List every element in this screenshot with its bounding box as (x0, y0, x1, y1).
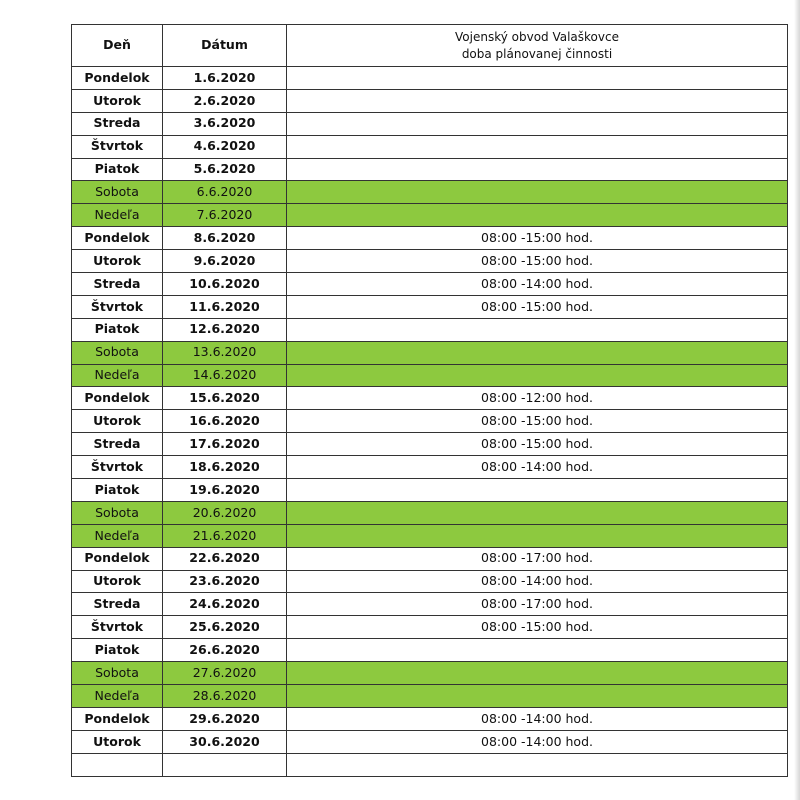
time-cell (287, 501, 788, 524)
time-cell: 08:00 -15:00 hod. (287, 227, 788, 250)
day-cell: Utorok (72, 410, 163, 433)
table-row (72, 181, 788, 204)
header-note-line1: Vojenský obvod Valaškovce (455, 29, 619, 44)
date-cell: 11.6.2020 (163, 295, 287, 318)
date-cell: 9.6.2020 (163, 250, 287, 273)
time-cell: 08:00 -14:00 hod. (287, 273, 788, 296)
date-cell: 25.6.2020 (163, 616, 287, 639)
time-cell: 08:00 -15:00 hod. (287, 410, 788, 433)
day-cell: Nedeľa (72, 204, 163, 227)
time-cell (287, 318, 788, 341)
table-row (72, 501, 788, 524)
time-cell (287, 524, 788, 547)
day-cell: Sobota (72, 181, 163, 204)
day-cell: Piatok (72, 479, 163, 502)
table-row (72, 707, 788, 730)
date-cell (163, 753, 287, 776)
day-cell: Streda (72, 273, 163, 296)
day-cell: Sobota (72, 341, 163, 364)
day-cell: Piatok (72, 158, 163, 181)
date-cell: 26.6.2020 (163, 639, 287, 662)
table-row (72, 67, 788, 90)
date-cell: 24.6.2020 (163, 593, 287, 616)
schedule-table (71, 24, 788, 777)
day-cell: Pondelok (72, 67, 163, 90)
time-cell (287, 89, 788, 112)
table-row (72, 250, 788, 273)
table-row (72, 295, 788, 318)
time-cell (287, 753, 788, 776)
table-row (72, 753, 788, 776)
table-row (72, 616, 788, 639)
date-cell: 14.6.2020 (163, 364, 287, 387)
date-cell: 6.6.2020 (163, 181, 287, 204)
time-cell (287, 662, 788, 685)
day-cell (72, 753, 163, 776)
date-cell: 2.6.2020 (163, 89, 287, 112)
table-row (72, 685, 788, 708)
day-cell: Pondelok (72, 387, 163, 410)
date-cell: 17.6.2020 (163, 433, 287, 456)
page-edge-shadow (794, 0, 800, 800)
time-cell: 08:00 -14:00 hod. (287, 707, 788, 730)
date-cell: 29.6.2020 (163, 707, 287, 730)
date-cell: 1.6.2020 (163, 67, 287, 90)
day-cell: Pondelok (72, 227, 163, 250)
table-row (72, 158, 788, 181)
schedule-body (72, 67, 788, 777)
day-cell: Utorok (72, 89, 163, 112)
day-cell: Utorok (72, 730, 163, 753)
table-row (72, 273, 788, 296)
header-day: Deň (72, 25, 163, 67)
date-cell: 12.6.2020 (163, 318, 287, 341)
time-cell (287, 181, 788, 204)
table-row (72, 730, 788, 753)
day-cell: Štvrtok (72, 135, 163, 158)
date-cell: 3.6.2020 (163, 112, 287, 135)
time-cell: 08:00 -17:00 hod. (287, 593, 788, 616)
day-cell: Štvrtok (72, 456, 163, 479)
day-cell: Utorok (72, 250, 163, 273)
time-cell (287, 364, 788, 387)
date-cell: 13.6.2020 (163, 341, 287, 364)
day-cell: Sobota (72, 662, 163, 685)
day-cell: Pondelok (72, 547, 163, 570)
table-row (72, 639, 788, 662)
day-cell: Nedeľa (72, 685, 163, 708)
time-cell (287, 135, 788, 158)
time-cell: 08:00 -15:00 hod. (287, 616, 788, 639)
table-row (72, 479, 788, 502)
time-cell (287, 341, 788, 364)
table-row (72, 524, 788, 547)
table-row (72, 341, 788, 364)
date-cell: 15.6.2020 (163, 387, 287, 410)
date-cell: 10.6.2020 (163, 273, 287, 296)
table-row (72, 662, 788, 685)
table-row (72, 433, 788, 456)
table-row (72, 89, 788, 112)
time-cell: 08:00 -14:00 hod. (287, 456, 788, 479)
date-cell: 28.6.2020 (163, 685, 287, 708)
time-cell: 08:00 -14:00 hod. (287, 570, 788, 593)
time-cell (287, 67, 788, 90)
header-date: Dátum (163, 25, 287, 67)
time-cell: 08:00 -15:00 hod. (287, 250, 788, 273)
time-cell (287, 158, 788, 181)
date-cell: 5.6.2020 (163, 158, 287, 181)
table-row (72, 318, 788, 341)
time-cell: 08:00 -15:00 hod. (287, 295, 788, 318)
day-cell: Utorok (72, 570, 163, 593)
table-row (72, 593, 788, 616)
day-cell: Štvrtok (72, 295, 163, 318)
time-cell (287, 112, 788, 135)
time-cell: 08:00 -12:00 hod. (287, 387, 788, 410)
header-row (72, 25, 788, 67)
day-cell: Nedeľa (72, 364, 163, 387)
date-cell: 8.6.2020 (163, 227, 287, 250)
date-cell: 22.6.2020 (163, 547, 287, 570)
table-row (72, 387, 788, 410)
time-cell (287, 204, 788, 227)
time-cell: 08:00 -15:00 hod. (287, 433, 788, 456)
day-cell: Štvrtok (72, 616, 163, 639)
day-cell: Streda (72, 593, 163, 616)
table-row (72, 204, 788, 227)
table-row (72, 227, 788, 250)
day-cell: Pondelok (72, 707, 163, 730)
table-row (72, 410, 788, 433)
time-cell (287, 639, 788, 662)
date-cell: 30.6.2020 (163, 730, 287, 753)
day-cell: Streda (72, 112, 163, 135)
date-cell: 18.6.2020 (163, 456, 287, 479)
header-note-line2: doba plánovanej činnosti (461, 46, 613, 61)
table-row (72, 135, 788, 158)
date-cell: 27.6.2020 (163, 662, 287, 685)
table-row (72, 547, 788, 570)
date-cell: 7.6.2020 (163, 204, 287, 227)
time-cell: 08:00 -17:00 hod. (287, 547, 788, 570)
time-cell (287, 685, 788, 708)
day-cell: Sobota (72, 501, 163, 524)
day-cell: Nedeľa (72, 524, 163, 547)
day-cell: Piatok (72, 639, 163, 662)
date-cell: 21.6.2020 (163, 524, 287, 547)
date-cell: 23.6.2020 (163, 570, 287, 593)
day-cell: Piatok (72, 318, 163, 341)
date-cell: 4.6.2020 (163, 135, 287, 158)
date-cell: 19.6.2020 (163, 479, 287, 502)
table-row (72, 112, 788, 135)
header-note (287, 25, 788, 67)
date-cell: 20.6.2020 (163, 501, 287, 524)
table-row (72, 456, 788, 479)
time-cell: 08:00 -14:00 hod. (287, 730, 788, 753)
table-row (72, 570, 788, 593)
table-row (72, 364, 788, 387)
day-cell: Streda (72, 433, 163, 456)
time-cell (287, 479, 788, 502)
date-cell: 16.6.2020 (163, 410, 287, 433)
